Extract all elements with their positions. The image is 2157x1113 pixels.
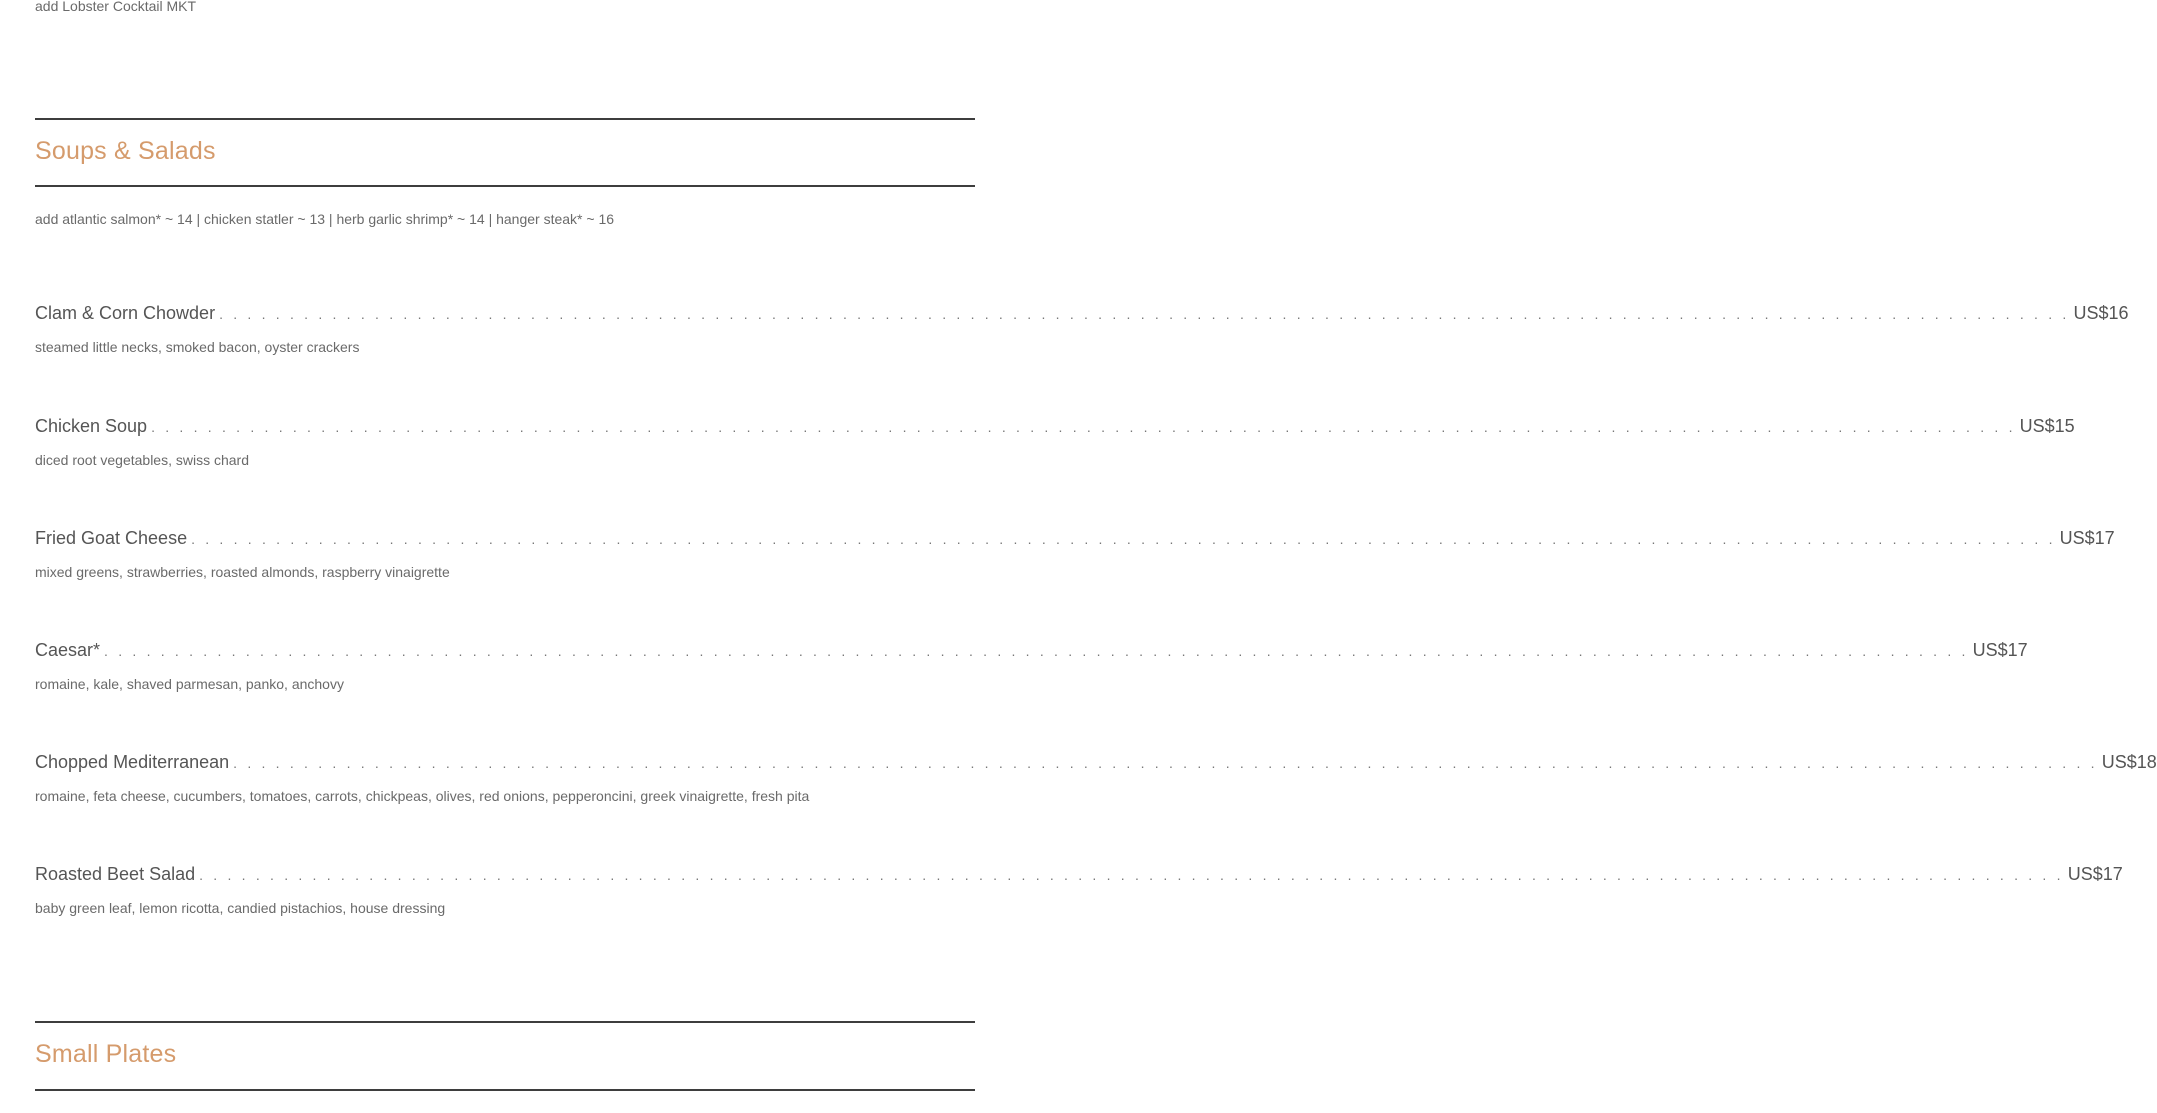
menu-item	[35, 639, 2028, 692]
item-price: US$17	[2059, 528, 2115, 548]
item-price: US$18	[2101, 752, 2157, 772]
item-price: US$15	[2019, 416, 2075, 436]
item-description: romaine, feta cheese, cucumbers, tomatoes, carrots, chickpeas, olives, red onions, pepperoncini, greek vinaigrette, fresh pita	[35, 788, 810, 804]
section-top-rule	[35, 118, 975, 120]
dot-leader: . . . . . . . . . . . . . . . . . . . . . . . . . . . . . . . . . . . . . . . . . . . . . . . . . . . . . . . . . . . . . . . . . . . . . . . . . . . . . . . . . . . . . . . . . . . . . . . . . . . . . . . . . . . . . . . . . . . . . . . . . . . . . . . . . . . .	[104, 643, 1969, 659]
dot-leader: . . . . . . . . . . . . . . . . . . . . . . . . . . . . . . . . . . . . . . . . . . . . . . . . . . . . . . . . . . . . . . . . . . . . . . . . . . . . . . . . . . . . . . . . . . . . . . . . . . . . . . . . . . . . . . . . . . . . . . . . . . . . . . . . . . . .	[233, 755, 2098, 771]
item-description: baby green leaf, lemon ricotta, candied pistachios, house dressing	[35, 900, 446, 916]
lobster-cocktail-note: add Lobster Cocktail MKT	[35, 0, 197, 14]
item-description: romaine, kale, shaved parmesan, panko, anchovy	[35, 676, 344, 692]
menu-item	[35, 863, 2123, 916]
section-bottom-rule	[35, 1089, 975, 1091]
dot-leader: . . . . . . . . . . . . . . . . . . . . . . . . . . . . . . . . . . . . . . . . . . . . . . . . . . . . . . . . . . . . . . . . . . . . . . . . . . . . . . . . . . . . . . . . . . . . . . . . . . . . . . . . . . . . . . . . . . . . . . . . . . . . . . . . . . . .	[199, 867, 2064, 883]
item-name: Chopped Mediterranean	[35, 752, 230, 772]
item-name: Clam & Corn Chowder	[35, 303, 216, 323]
item-description: diced root vegetables, swiss chard	[35, 452, 249, 468]
item-description: mixed greens, strawberries, roasted almonds, raspberry vinaigrette	[35, 564, 450, 580]
menu-item	[35, 751, 2157, 804]
dot-leader: . . . . . . . . . . . . . . . . . . . . . . . . . . . . . . . . . . . . . . . . . . . . . . . . . . . . . . . . . . . . . . . . . . . . . . . . . . . . . . . . . . . . . . . . . . . . . . . . . . . . . . . . . . . . . . . . . . . . . . . . . . . . . . . . . . . .	[191, 531, 2056, 547]
item-price: US$17	[1972, 640, 2028, 660]
item-name: Chicken Soup	[35, 416, 148, 436]
item-price: US$17	[2067, 864, 2123, 884]
addons-note: add atlantic salmon* ~ 14 | chicken statler ~ 13 | herb garlic shrimp* ~ 14 | hanger steak* ~ 16	[35, 211, 615, 227]
menu-item	[35, 302, 2129, 355]
item-name: Caesar*	[35, 640, 101, 660]
dot-leader: . . . . . . . . . . . . . . . . . . . . . . . . . . . . . . . . . . . . . . . . . . . . . . . . . . . . . . . . . . . . . . . . . . . . . . . . . . . . . . . . . . . . . . . . . . . . . . . . . . . . . . . . . . . . . . . . . . . . . . . . . . . . . . . . . . . .	[151, 419, 2016, 435]
section-title-small-plates: Small Plates	[35, 1040, 177, 1068]
section-bottom-rule	[35, 185, 975, 187]
dot-leader: . . . . . . . . . . . . . . . . . . . . . . . . . . . . . . . . . . . . . . . . . . . . . . . . . . . . . . . . . . . . . . . . . . . . . . . . . . . . . . . . . . . . . . . . . . . . . . . . . . . . . . . . . . . . . . . . . . . . . . . . . . . . . . . . . . .	[219, 306, 2070, 322]
section-title-soups-salads: Soups & Salads	[35, 137, 216, 165]
item-name: Roasted Beet Salad	[35, 864, 196, 884]
menu-item	[35, 415, 2075, 468]
item-description: steamed little necks, smoked bacon, oyster crackers	[35, 339, 360, 355]
item-price: US$16	[2073, 303, 2129, 323]
section-top-rule	[35, 1021, 975, 1023]
menu-item	[35, 527, 2115, 580]
item-name: Fried Goat Cheese	[35, 528, 188, 548]
